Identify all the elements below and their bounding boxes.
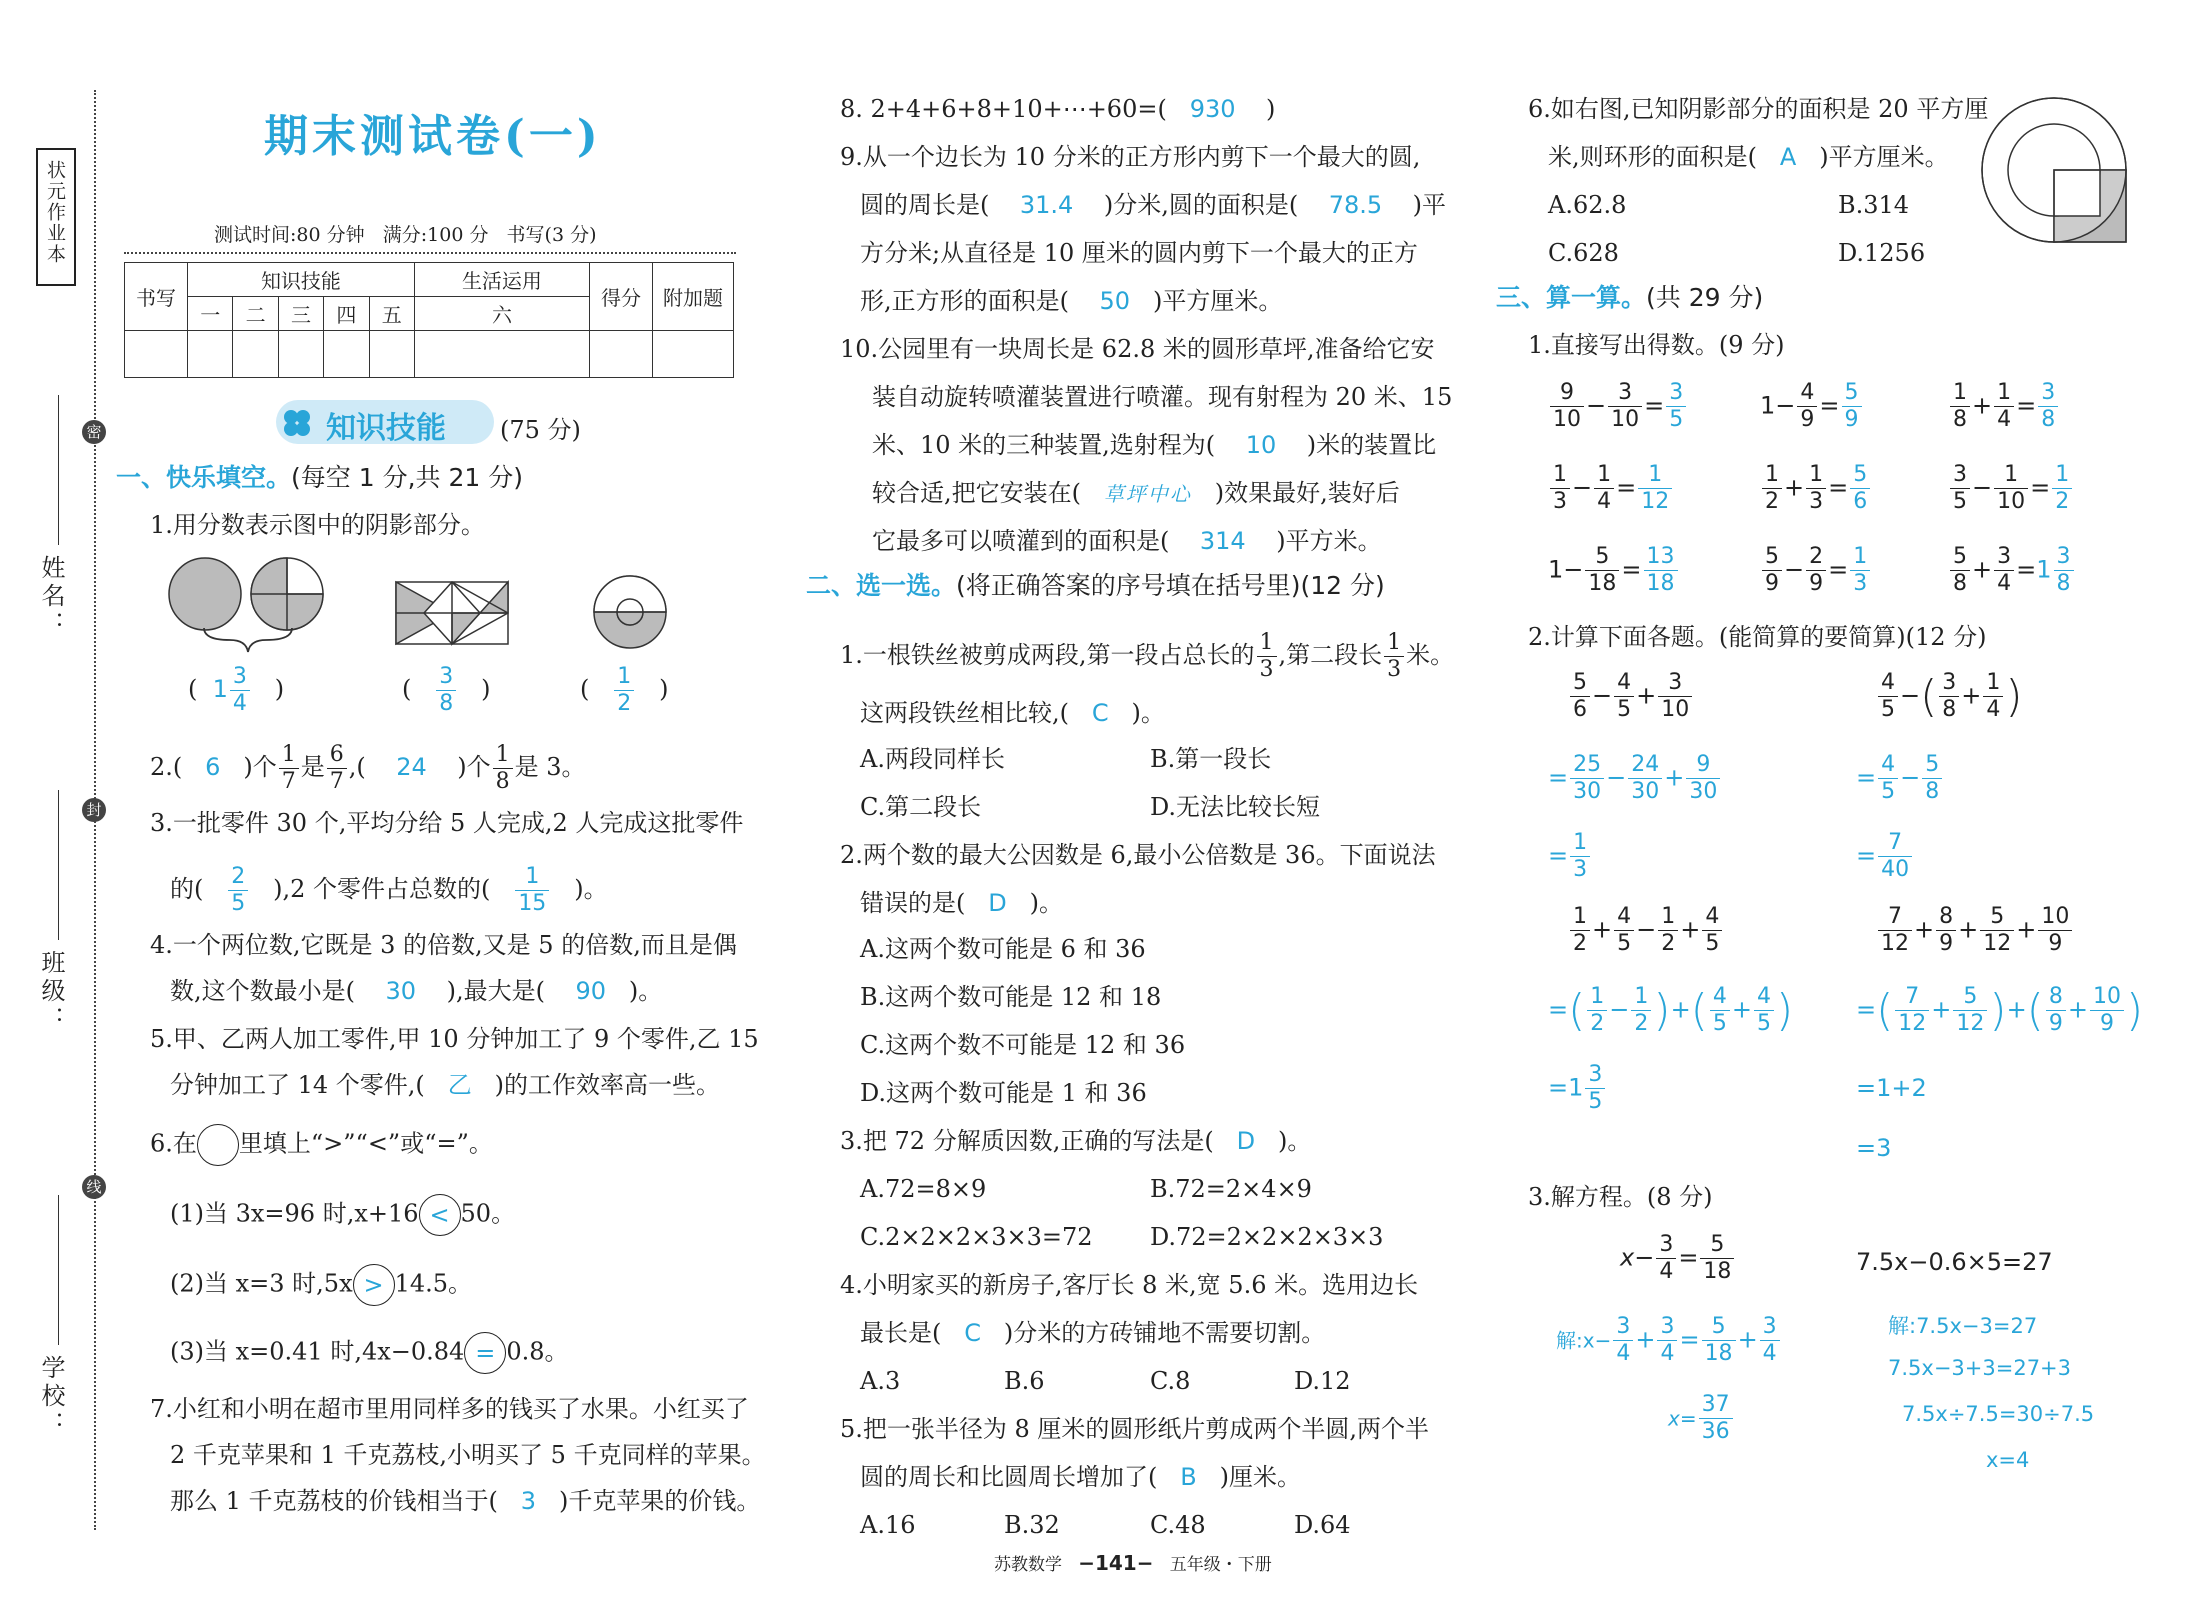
p2-q5-line2: 圆的周长和比圆周长增加了( B )厘米。: [860, 1463, 1301, 1491]
calc-item: $\frac{9}{10}$ − $\frac{3}{10}$ = $\frac{3}{5}$: [1548, 380, 1688, 433]
name-label: 姓名：: [37, 555, 65, 639]
q7-line1: 7.小红和小明在超市里用同样多的钱买了水果。小红买了: [150, 1395, 749, 1423]
q1-answer-3: ( $\frac{1}{2}$ ): [580, 664, 669, 716]
brace-mark: [200, 626, 296, 656]
footer-page: −141−: [1078, 1551, 1154, 1575]
q4-line1: 4.一个两位数,它既是 3 的倍数,又是 5 的倍数,而且是偶: [150, 931, 737, 959]
school-label: 学校：: [37, 1355, 65, 1439]
equation-1-step: 解:x− $\frac{3}{4}$ + $\frac{3}{4}$ = $\frac{5}{18}$ + $\frac{3}{4}$: [1556, 1314, 1782, 1367]
p2-q1-line2: 这两段铁丝相比较,( C )。: [860, 699, 1165, 727]
option: A.72=8×9: [860, 1175, 987, 1203]
sub-col: 四: [324, 297, 369, 331]
sub-col: 五: [369, 297, 414, 331]
test-info: 测试时间:80 分钟 满分:100 分 书写(3 分): [214, 224, 597, 246]
expr-1-result: = $\frac{1}{3}$: [1548, 830, 1592, 883]
badge-text: 状元作业本: [44, 160, 66, 265]
p3-q2-title: 2.计算下面各题。(能简算的要简算)(12 分): [1528, 623, 1987, 651]
divider: [124, 252, 736, 254]
option: D.1256: [1838, 239, 1926, 267]
expr-4-step2: =1+2: [1856, 1074, 1927, 1102]
option: A.3: [860, 1367, 901, 1395]
blank-circle: [197, 1124, 239, 1166]
expr-2: $\frac{4}{5}$ −( $\frac{3}{8}$ + $\frac{1}{4}$ ): [1876, 670, 2023, 723]
footer-subject: 苏教数学: [994, 1555, 1062, 1575]
expr-3-step: =( $\frac{1}{2}$ − $\frac{1}{2}$ )+( $\frac{4}{5}$ + $\frac{4}{5}$ ): [1548, 984, 1794, 1036]
banner-label: 知识技能: [326, 411, 446, 446]
equation-2-result: x=4: [1986, 1448, 2030, 1472]
footer-grade: 五年级・下册: [1169, 1555, 1272, 1575]
group-knowledge: 知识技能: [188, 263, 415, 297]
q9-line3: 方分米;从直径是 10 厘米的圆内剪下一个最大的正方: [860, 239, 1418, 267]
class-label: 班级：: [37, 950, 65, 1034]
option: B.第一段长: [1150, 745, 1272, 773]
q1-answer-1: ( 1 $\frac{3}{4}$ ): [188, 664, 285, 716]
equation-2-step: 解:7.5x−3=27: [1888, 1314, 2038, 1338]
option: C.48: [1150, 1511, 1206, 1539]
p2-q6-line2: 米,则环形的面积是( A )平方厘米。: [1548, 143, 1949, 171]
expr-2-result: = $\frac{7}{40}$: [1856, 830, 1914, 883]
q1-text: 1.用分数表示图中的阴影部分。: [150, 511, 485, 539]
sub-col: 六: [414, 297, 589, 331]
school-line: [58, 1195, 59, 1345]
seal-mark-feng: 封: [82, 798, 106, 822]
clover-icon: [282, 408, 312, 442]
q6-s3: (3)当 x=0.41 时,4x−0.84 = 0.8。: [170, 1332, 569, 1374]
sub-col: 三: [278, 297, 323, 331]
option: B.这两个数可能是 12 和 18: [860, 983, 1162, 1011]
option: A.16: [860, 1511, 916, 1539]
calc-item: 1− $\frac{4}{9}$ = $\frac{5}{9}$: [1760, 380, 1864, 433]
option: B.72=2×4×9: [1150, 1175, 1312, 1203]
score-table: [124, 262, 734, 378]
expr-4-step: =( $\frac{7}{12}$ + $\frac{5}{12}$ )+( $\frac{8}{9}$ + $\frac{10}{9}$ ): [1856, 984, 2144, 1036]
option: C.第二段长: [860, 793, 982, 821]
class-line: [58, 790, 59, 940]
option: D.12: [1294, 1367, 1351, 1395]
footer: [994, 1550, 1272, 1575]
option: D.这两个数可能是 1 和 36: [860, 1079, 1147, 1107]
p2-q2-line1: 2.两个数的最大公因数是 6,最小公倍数是 36。下面说法: [840, 841, 1436, 869]
q5-line1: 5.甲、乙两人加工零件,甲 10 分钟加工了 9 个零件,乙 15: [150, 1025, 759, 1053]
calc-item: $\frac{1}{2}$ + $\frac{1}{3}$ = $\frac{5}{6}$: [1760, 462, 1872, 515]
p2-q6-line1: 6.如右图,已知阴影部分的面积是 20 平方厘: [1528, 95, 1989, 123]
option: C.这两个数不可能是 12 和 36: [860, 1031, 1186, 1059]
q1-answer-2: ( $\frac{3}{8}$ ): [402, 664, 491, 716]
equation-2-step: 7.5x÷7.5=30÷7.5: [1902, 1402, 2095, 1426]
q5-line2: 分钟加工了 14 个零件,( 乙 )的工作效率高一些。: [170, 1071, 720, 1099]
calc-item: $\frac{3}{5}$ − $\frac{1}{10}$ = $\frac{1}{2}$: [1948, 462, 2074, 515]
annulus-figure: [1980, 96, 2130, 246]
expr-2-step: = $\frac{4}{5}$ − $\frac{5}{8}$: [1856, 752, 1944, 805]
calc-item: $\frac{5}{9}$ − $\frac{2}{9}$ = $\frac{1}{3}$: [1760, 544, 1872, 597]
equation-1-result: x= $\frac{37}{36}$: [1668, 1392, 1735, 1445]
p3-q3-title: 3.解方程。(8 分): [1528, 1183, 1713, 1211]
option: A.两段同样长: [860, 745, 1005, 773]
two-circles-figure: [168, 556, 328, 632]
option: C.2×2×2×3×3=72: [860, 1223, 1093, 1251]
calc-item: $\frac{1}{3}$ − $\frac{1}{4}$ = $\frac{1}{12}$: [1548, 462, 1674, 515]
option: D.64: [1294, 1511, 1351, 1539]
expr-4: $\frac{7}{12}$ + $\frac{8}{9}$ + $\frac{5}{12}$ + $\frac{10}{9}$: [1876, 904, 2074, 957]
equation-2: 7.5x−0.6×5=27: [1856, 1248, 2053, 1276]
q6-s2: (2)当 x=3 时,5x > 14.5。: [170, 1264, 472, 1306]
part2-heading: 二、选一选。(将正确答案的序号填在括号里)(12 分): [806, 571, 1385, 600]
q9-line1: 9.从一个边长为 10 分米的正方形内剪下一个最大的圆,: [840, 143, 1421, 171]
name-line: [58, 395, 59, 545]
col-shuxie: 书写: [125, 263, 188, 331]
sub-col: 一: [188, 297, 233, 331]
page-title: 期末测试卷(一): [264, 111, 602, 162]
col-extra: 附加题: [653, 263, 734, 331]
q6-s1: (1)当 3x=96 时,x+16 < 50。: [170, 1194, 515, 1236]
p2-q2-line2: 错误的是( D )。: [860, 889, 1064, 917]
q4-line2: 数,这个数最小是( 30 ),最大是( 90 )。: [170, 977, 663, 1005]
p2-q3-line1: 3.把 72 分解质因数,正确的写法是( D )。: [840, 1127, 1312, 1155]
q10-line2: 装自动旋转喷灌装置进行喷灌。现有射程为 20 米、15: [872, 383, 1453, 411]
q3-line2: 的( $\frac{2}{5}$ ),2 个零件占总数的( $\frac{1}{15}$ )。: [170, 864, 608, 916]
calc-item: $\frac{5}{8}$ + $\frac{3}{4}$ =1 $\frac{3}{8}$: [1948, 544, 2076, 597]
p2-q4-line1: 4.小明家买的新房子,客厅长 8 米,宽 5.6 米。选用边长: [840, 1271, 1419, 1299]
ring-figure: [592, 574, 668, 650]
option: C.8: [1150, 1367, 1191, 1395]
q9-line2: 圆的周长是( 31.4 )分米,圆的面积是( 78.5 )平: [860, 191, 1447, 219]
sub-col: 二: [233, 297, 278, 331]
part1-heading: 一、快乐填空。(每空 1 分,共 21 分): [116, 463, 523, 492]
q7-line2: 2 千克苹果和 1 千克荔枝,小明买了 5 千克同样的苹果。: [170, 1441, 766, 1469]
q10-line3: 米、10 米的三种装置,选射程为( 10 )米的装置比: [872, 431, 1437, 459]
option: C.628: [1548, 239, 1619, 267]
option: A.这两个数可能是 6 和 36: [860, 935, 1146, 963]
seal-mark-xian: 线: [82, 1175, 106, 1199]
expr-3-result: =1 $\frac{3}{5}$: [1548, 1062, 1607, 1115]
rectangle-figure: [394, 580, 510, 646]
q3-line1: 3.一批零件 30 个,平均分给 5 人完成,2 人完成这批零件: [150, 809, 744, 837]
p2-q5-line1: 5.把一张半径为 8 厘米的圆形纸片剪成两个半圆,两个半: [840, 1415, 1430, 1443]
col-score: 得分: [590, 263, 653, 331]
expr-3: $\frac{1}{2}$ + $\frac{4}{5}$ − $\frac{1}{2}$ + $\frac{4}{5}$: [1568, 904, 1724, 957]
option: B.314: [1838, 191, 1910, 219]
expr-4-result: =3: [1856, 1134, 1892, 1162]
q10-line4: 较合适,把它安装在( 草坪中心 )效果最好,装好后: [872, 479, 1400, 507]
q10-line5: 它最多可以喷灌到的面积是( 314 )平方米。: [872, 527, 1382, 555]
expr-1-step: = $\frac{25}{30}$ − $\frac{24}{30}$ + $\frac{9}{30}$: [1548, 752, 1722, 805]
option: D.72=2×2×2×3×3: [1150, 1223, 1384, 1251]
seal-mark-mi: 密: [82, 420, 106, 444]
q10-line1: 10.公园里有一块周长是 62.8 米的圆形草坪,准备给它安: [840, 335, 1435, 363]
q2: 2.( 6 )个 $\frac{1}{7}$ 是 $\frac{6}{7}$ ,( 24 )个 $\frac{1}{8}$ 是 3。: [150, 742, 586, 794]
q6-intro: 6.在 里填上“>”“<”或“=”。: [150, 1124, 493, 1166]
calc-item: 1− $\frac{5}{18}$ = $\frac{13}{18}$: [1548, 544, 1680, 597]
p3-q1-title: 1.直接写出得数。(9 分): [1528, 331, 1785, 359]
q9-line4: 形,正方形的面积是( 50 )平方厘米。: [860, 287, 1283, 315]
equation-1: x− $\frac{3}{4}$ = $\frac{5}{18}$: [1620, 1232, 1736, 1285]
option: B.32: [1004, 1511, 1060, 1539]
part3-heading: 三、算一算。(共 29 分): [1496, 283, 1764, 312]
option: B.6: [1004, 1367, 1045, 1395]
calc-item: $\frac{1}{8}$ + $\frac{1}{4}$ = $\frac{3}{8}$: [1948, 380, 2060, 433]
expr-1: $\frac{5}{6}$ − $\frac{4}{5}$ + $\frac{3}{10}$: [1568, 670, 1694, 723]
q8: 8. 2+4+6+8+10+⋯+60=( 930 ): [840, 95, 1276, 123]
p2-q1-line1: 1.一根铁丝被剪成两段,第一段占总长的 $\frac{1}{3}$ ,第二段长 $\frac{1}{3}$ 米。: [840, 630, 1455, 682]
option: A.62.8: [1548, 191, 1627, 219]
equation-2-step: 7.5x−3+3=27+3: [1888, 1356, 2072, 1380]
banner-points: (75 分): [500, 416, 581, 444]
q7-line3: 那么 1 千克荔枝的价钱相当于( 3 )千克苹果的价钱。: [170, 1487, 761, 1515]
p2-q4-line2: 最长是( C )分米的方砖铺地不需要切割。: [860, 1319, 1326, 1347]
group-life: 生活运用: [414, 263, 589, 297]
option: D.无法比较长短: [1150, 793, 1321, 821]
